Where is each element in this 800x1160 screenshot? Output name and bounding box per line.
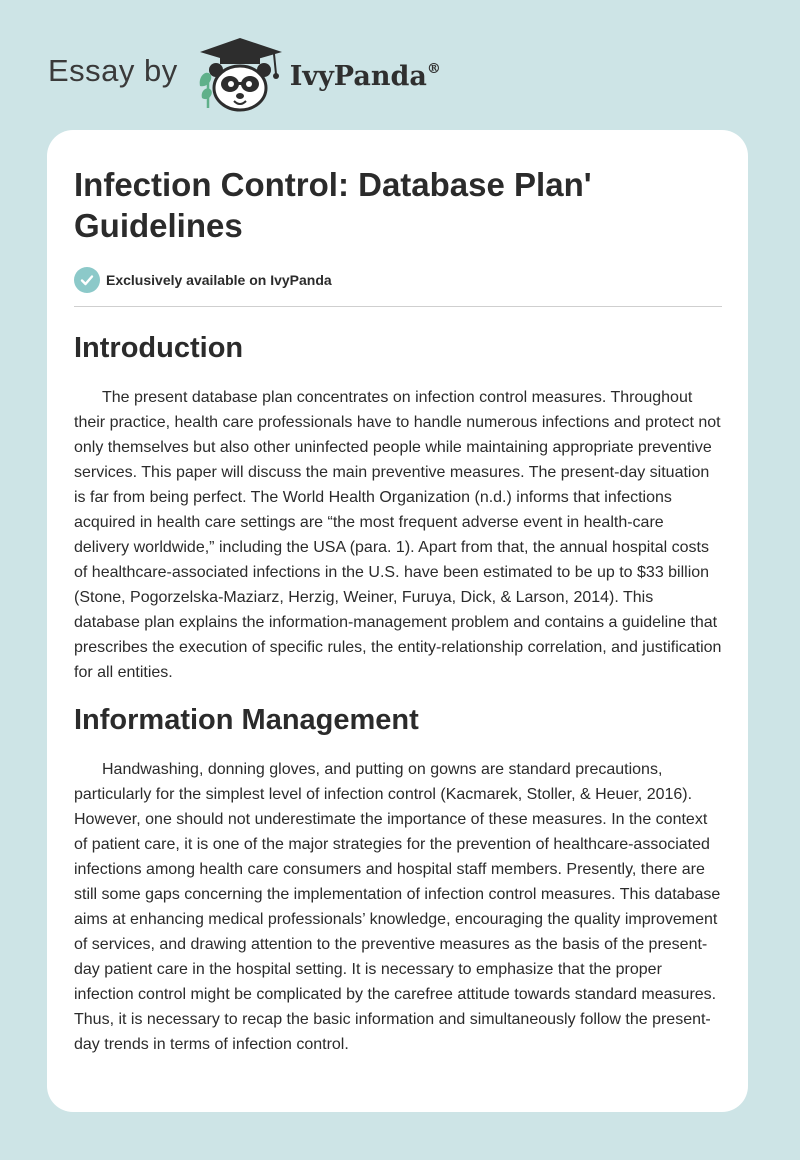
panda-graduate-icon[interactable]: [196, 34, 284, 114]
exclusive-badge: [74, 266, 721, 294]
site-header: [48, 34, 441, 114]
brand-name[interactable]: [290, 61, 441, 92]
section-heading-information-management: Information Management: [74, 704, 419, 736]
article-card: [47, 130, 748, 1112]
check-icon: [74, 267, 100, 293]
section-body-introduction: The present database plan concentrates on infection control measures. Throughout their practice, health care professionals have to handle numerous infections and protect not only themselves but also other uninfected people while maintaining appropriate preventive services. This paper will discuss the main preventive measures. The present-day situation is far from being perfect. The World Health Organization (n.d.) informs that infections acquired in health care settings are “the most frequent adverse event in health-care delivery worldwide,” including the USA (para. 1). Apart from that, the annual hospital costs of healthcare-associated infections in the U.S. have been estimated to be up to $33 billion (Stone, Pogorzelska-Maziarz, Herzig, Weiner, Furuya, Dick, & Larson, 2014). This database plan explains the information-management problem and contains a guideline that prescribes the execution of specific rules, the entity-relationship correlation, and justification for all entities.: [74, 389, 722, 681]
section-heading-introduction: Introduction: [74, 332, 244, 364]
title-divider: [74, 306, 722, 307]
exclusive-badge-label: Exclusively available on IvyPanda: [106, 272, 332, 288]
section-body-information-management: Handwashing, donning gloves, and putting on gowns are standard precautions, particularly for the simplest level of infection control (Kacmarek, Stoller, & Heuer, 2016). However, one should not underestimate the importance of these measures. In the context of patient care, it is one of the major strategies for the prevention of healthcare-associated infections among health care consumers and hospital staff members. Presently, there are still some gaps concerning the implementation of infection control measures. This database aims at enhancing medical professionals’ knowledge, encouraging the quality improvement of services, and drawing attention to the preventive measures as the basis of the present-day patient care in the hospital setting. It is necessary to emphasize that the proper infection control might be complicated by the carefree attitude towards standard measures. Thus, it is necessary to recap the basic information and simultaneously follow the present-day trends in terms of infection control.: [74, 761, 721, 1053]
essay-by-label: Essay by: [48, 53, 178, 88]
article-title: Infection Control: Database Plan' Guidelines: [74, 166, 592, 244]
brand-text: IvyPanda: [289, 60, 427, 92]
registered-mark: ®: [426, 60, 441, 77]
